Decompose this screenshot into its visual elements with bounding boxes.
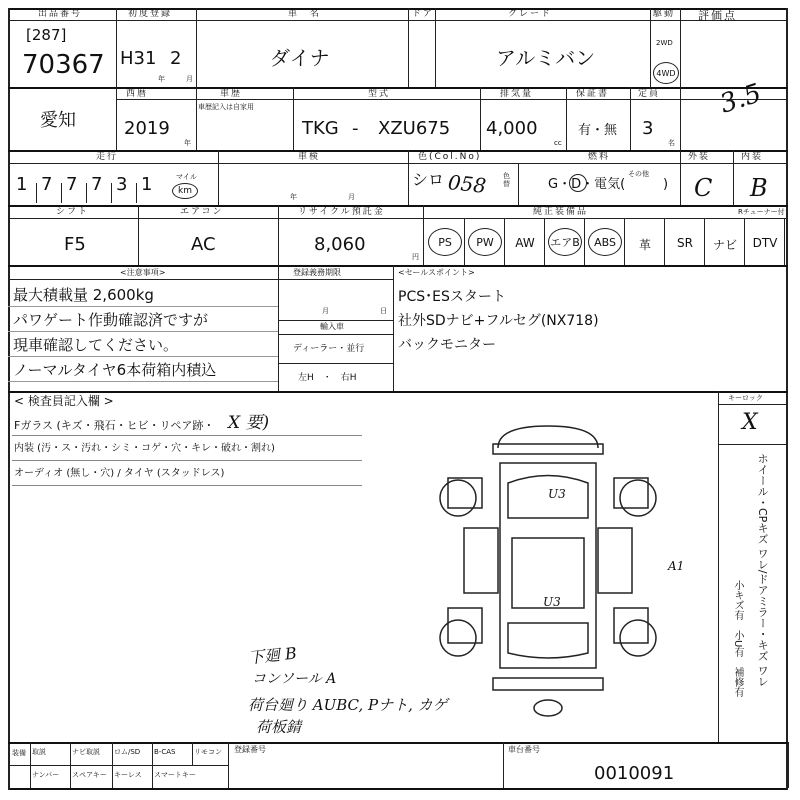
right-front-wheel	[620, 480, 656, 516]
handwritten-underbody: 下廻 B	[247, 643, 298, 668]
digit-divider	[111, 183, 112, 203]
dashed-rule	[12, 485, 362, 486]
frame-left	[8, 8, 10, 790]
equipment-item: ABS	[594, 235, 616, 249]
left-rear-wheel	[440, 620, 476, 656]
rear-window	[508, 623, 588, 658]
interior-label: 内装	[741, 152, 764, 162]
warranty-label: 保証書	[576, 89, 610, 99]
fuel-label: 燃料	[588, 152, 611, 162]
footer-label: スペアキー	[72, 771, 107, 779]
caution-line: 現車確認してください。	[13, 336, 179, 354]
equipment-item: ナビ	[712, 238, 737, 252]
digit-divider	[86, 183, 87, 203]
rule	[8, 163, 788, 164]
import-label: 輸入車	[320, 322, 344, 331]
handwritten-cargo: 荷台廻り AUBC, Pナト, カゲ	[248, 696, 448, 714]
rule	[718, 444, 786, 445]
footer-label: B-CAS	[154, 748, 176, 756]
left-front-wheel	[440, 480, 476, 516]
year-unit: 年	[158, 75, 165, 83]
digit-divider	[61, 183, 62, 203]
rule	[718, 404, 786, 405]
capacity-unit: 名	[668, 139, 675, 147]
type-dash: -	[352, 118, 359, 139]
caution-label: <注意事項>	[120, 268, 166, 277]
rule	[8, 391, 788, 393]
rule	[116, 8, 117, 87]
region-value: 愛知	[40, 110, 76, 131]
sales-label: <セールスポイント>	[398, 268, 475, 277]
first-reg-label: 初度登録	[128, 9, 173, 19]
mileage-label: 走行	[96, 152, 119, 162]
lot-number: 70367	[22, 50, 105, 80]
equipment-item: DTV	[752, 236, 778, 250]
rule	[8, 742, 788, 744]
sales-line: 社外SDナビ+フルセグ(NX718)	[398, 313, 599, 329]
exterior-grade: C	[694, 174, 713, 202]
digit-divider	[136, 183, 137, 203]
equipment-circle	[468, 228, 502, 256]
reg-month: 2	[170, 48, 182, 69]
inspection-month-unit: 月	[348, 193, 355, 201]
footer-label: 装備	[12, 749, 26, 757]
sales-line: バックモニター	[398, 337, 496, 353]
rule	[278, 320, 393, 321]
caution-rule	[8, 356, 278, 357]
chassis-no-label: 車台番号	[508, 745, 540, 754]
rule	[650, 8, 651, 87]
frame-right	[786, 8, 788, 790]
mileage-digit: 1	[141, 174, 153, 195]
left-rear-fender	[448, 608, 482, 643]
reg-day-unit: 日	[380, 307, 387, 315]
rule	[278, 279, 393, 280]
audio-line: オーディオ (無し・穴) / タイヤ (スタッドレス)	[14, 468, 225, 479]
rule	[788, 742, 789, 788]
drive-2wd: 2WD	[656, 39, 673, 47]
right-rear-fender	[614, 608, 648, 643]
equipment-divider	[704, 218, 705, 265]
fuel-other: その他	[628, 170, 649, 178]
equipment-label: 純正装備品	[533, 207, 589, 217]
front-bumper	[493, 444, 603, 454]
rule	[293, 87, 294, 150]
km-unit: km	[178, 186, 192, 196]
fuel-options: G・D・電気(	[548, 177, 626, 192]
door-label: ドア	[412, 9, 434, 19]
rule	[408, 8, 409, 87]
reg-era: H31	[120, 48, 157, 69]
dashed-rule	[12, 435, 362, 436]
equipment-item: SR	[677, 236, 693, 250]
tuner-label: Rチューナー付	[738, 208, 785, 216]
equipment-divider	[664, 218, 665, 265]
rule	[8, 87, 788, 89]
equipment-item: AW	[515, 236, 535, 250]
equipment-circle	[428, 228, 462, 256]
lot-code: [287]	[26, 26, 67, 44]
chassis-no: 0010091	[594, 763, 675, 784]
mileage-digit: 1	[16, 174, 28, 195]
ac-value: AC	[191, 234, 216, 255]
inspector-title: < 検査員記入欄 >	[14, 394, 114, 408]
equipment-divider	[584, 218, 585, 265]
color-value: シロ	[412, 170, 445, 189]
warranty-options: 有・無	[578, 123, 618, 138]
rule	[196, 87, 197, 150]
km-unit-circled	[172, 183, 198, 199]
footer-label: ロム/SD	[114, 748, 141, 756]
score-label: 評価点	[698, 9, 737, 22]
rule	[423, 205, 424, 265]
caution-line: ノーマルタイヤ6本荷箱内積込	[13, 361, 217, 379]
rule	[566, 87, 567, 150]
capacity-label: 定員	[638, 89, 661, 99]
inspection-label: 車検	[298, 152, 321, 162]
reg-month-unit: 月	[322, 307, 329, 315]
equipment-circle	[588, 228, 622, 256]
rule	[152, 742, 153, 788]
rule	[408, 150, 409, 205]
rule	[503, 742, 504, 788]
caution-line: パワゲート作動確認済ですが	[13, 311, 209, 329]
rule	[8, 265, 788, 267]
equipment-item: PS	[438, 235, 452, 249]
ac-label: エアコン	[180, 207, 224, 217]
key-lock-mark: X	[742, 410, 758, 435]
displacement-value: 4,000	[486, 118, 538, 139]
frame-bottom	[8, 788, 788, 790]
color-number: 058	[446, 170, 488, 198]
recycle-fee: 8,060	[314, 234, 366, 255]
diagram-mark-roof: U3	[548, 487, 566, 501]
footer-label: ナンバー	[32, 771, 60, 779]
model-name: ダイナ	[270, 46, 330, 70]
drive-4wd: 4WD	[656, 68, 676, 78]
grade-label: グレード	[508, 9, 553, 19]
rule	[393, 265, 394, 391]
exterior-label: 外装	[688, 152, 711, 162]
interior-grade: B	[750, 174, 768, 202]
rule	[278, 363, 393, 364]
right-front-fender	[614, 478, 648, 508]
auction-sheet	[8, 8, 788, 790]
dashed-rule	[12, 460, 362, 461]
mileage-digit: 7	[91, 174, 103, 195]
rule	[8, 150, 788, 152]
mileage-digit: 7	[66, 174, 78, 195]
rule	[8, 218, 788, 219]
type-code: XZU675	[378, 118, 451, 139]
footer-label: リモコン	[194, 748, 222, 756]
rear-bumper	[493, 678, 603, 690]
rule	[112, 742, 113, 788]
right-rear-wheel	[620, 620, 656, 656]
rule	[218, 150, 219, 205]
legend-line-1: ホイール・CPキズ ワレ/ドアミラー・キズ ワレ	[756, 453, 770, 688]
footer-label: キーレス	[114, 771, 142, 779]
digit-divider	[36, 183, 37, 203]
import-handle: 左H ・ 右H	[298, 373, 357, 383]
rule	[680, 150, 681, 205]
score-value: 3.5	[716, 78, 765, 120]
mile-unit: マイル	[176, 173, 197, 181]
equipment-circle	[548, 228, 582, 256]
type-label: 型式	[368, 89, 391, 99]
left-doors	[464, 528, 498, 593]
history-note: 車歴記入は自家用	[198, 103, 254, 111]
rule	[630, 87, 631, 150]
rule	[480, 87, 481, 150]
equipment-item: PW	[476, 235, 494, 249]
rule	[8, 205, 788, 207]
equipment-divider	[624, 218, 625, 265]
grade-value: アルミバン	[496, 46, 596, 70]
left-front-fender	[448, 478, 482, 508]
equipment-divider	[464, 218, 465, 265]
diagram-mark-door: A1	[668, 559, 685, 573]
rule	[278, 265, 279, 391]
handwritten-console: コンソール A	[252, 671, 337, 687]
equipment-divider	[744, 218, 745, 265]
equipment-divider	[504, 218, 505, 265]
diagram-mark-rear: U3	[543, 595, 561, 609]
caution-rule	[8, 306, 278, 307]
equipment-divider	[784, 218, 785, 265]
drive-4wd-circled	[653, 62, 679, 84]
handwritten-rust: 荷板錆	[256, 718, 302, 736]
rule	[116, 87, 117, 150]
inspection-year-unit: 年	[290, 193, 297, 201]
yen-unit: 円	[412, 253, 419, 261]
import-dealer: ディーラー・並行	[293, 344, 365, 354]
caution-line: 最大積載量 2,600kg	[13, 286, 154, 304]
rule	[8, 765, 228, 766]
glass-line: Fガラス (キズ・飛石・ヒビ・リペア跡・	[14, 419, 215, 432]
rule	[435, 8, 436, 87]
spare-tire	[534, 700, 562, 716]
rule	[70, 742, 71, 788]
key-lock-label: キーロック	[728, 394, 763, 402]
month-unit: 月	[186, 75, 193, 83]
glass-mark: X 要)	[228, 413, 270, 433]
rule	[518, 163, 519, 205]
model-label: 車 名	[288, 9, 322, 19]
type-prefix: TKG	[302, 118, 339, 139]
stock-label: 出品番号	[38, 9, 83, 19]
fuel-close: )	[663, 177, 669, 192]
rule	[138, 205, 139, 265]
caution-rule	[8, 381, 278, 382]
year-unit: 年	[184, 139, 191, 147]
footer-label: 取説	[32, 748, 46, 756]
capacity-value: 3	[642, 118, 654, 139]
rule	[8, 20, 788, 21]
recycle-label: リサイクル預託金	[298, 207, 385, 217]
color-change-mark: 色替	[503, 172, 510, 189]
mileage-digit: 7	[41, 174, 53, 195]
registration-no-label: 登録番号	[234, 745, 266, 754]
rule	[30, 742, 31, 788]
cc-unit: cc	[554, 139, 562, 147]
history-label: 車歴	[220, 89, 243, 99]
rule	[8, 279, 278, 280]
sales-line: PCS･ESスタート	[398, 289, 506, 305]
caution-rule	[8, 331, 278, 332]
equipment-divider	[544, 218, 545, 265]
year-value: 2019	[124, 118, 170, 139]
rule	[196, 8, 197, 87]
equipment-item: 革	[638, 238, 651, 252]
rule	[680, 8, 681, 150]
displacement-label: 排気量	[500, 89, 534, 99]
shift-label: シフト	[56, 207, 90, 217]
shift-value: F5	[64, 234, 86, 255]
interior-line: 内装 (汚・ス・汚れ・シミ・コゲ・穴・キレ・破れ・割れ)	[14, 443, 275, 454]
footer-label: ナビ取説	[72, 748, 100, 756]
mileage-digit: 3	[116, 174, 128, 195]
legend-line-2: 小キズ有 小U有 補修有	[732, 580, 743, 698]
equipment-item: エアB	[550, 236, 580, 249]
reg-expiry-label: 登録義務期限	[293, 268, 341, 277]
right-doors	[598, 528, 632, 593]
color-label: 色(Col.No)	[418, 152, 482, 162]
footer-label: スマートキー	[154, 771, 196, 779]
rule	[278, 205, 279, 265]
rule	[733, 150, 734, 205]
fuel-selected-circle	[569, 174, 587, 192]
rule	[278, 334, 393, 335]
drive-label: 駆動	[653, 9, 676, 19]
car-diagram	[428, 408, 668, 718]
rule	[116, 99, 786, 100]
year-label: 西暦	[126, 89, 149, 99]
rule	[228, 742, 229, 788]
rule	[192, 742, 193, 765]
